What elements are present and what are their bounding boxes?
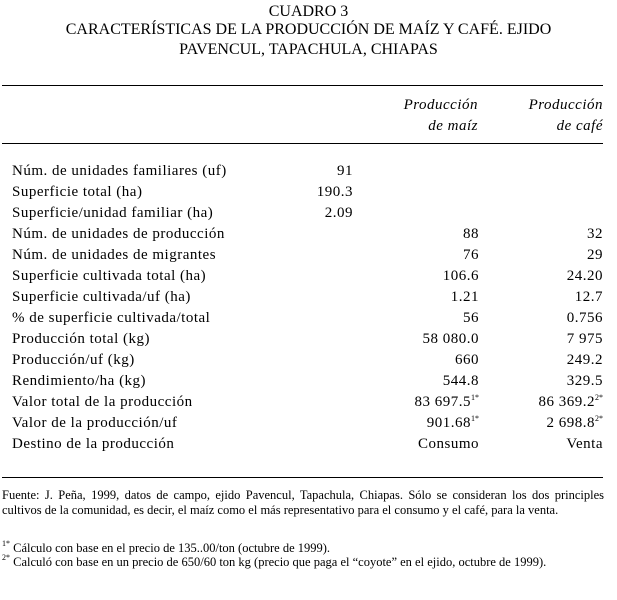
footnote-1 — [2, 541, 604, 556]
cell-general — [287, 203, 353, 224]
table-row — [12, 350, 603, 371]
cell-cafe-footnote-mark: 2* — [595, 393, 603, 402]
cell-cafe — [479, 392, 603, 413]
cell-maiz-value: 901.68 — [426, 415, 471, 431]
cell-general-value: 190.3 — [316, 184, 353, 200]
cell-maiz-value: 106.6 — [442, 268, 479, 284]
cell-cafe-value: 24.20 — [566, 268, 603, 284]
row-label-value: Núm. de unidades de producción — [12, 226, 225, 242]
cell-cafe — [479, 287, 603, 308]
cell-general — [287, 413, 353, 434]
cell-general — [287, 224, 353, 245]
footnote-2 — [2, 555, 604, 570]
cell-cafe-value: 32 — [587, 226, 603, 242]
table-row — [12, 371, 603, 392]
row-label-value: Rendimiento/ha (kg) — [12, 373, 147, 389]
row-label-value: Producción total (kg) — [12, 331, 150, 347]
cell-maiz-value: 56 — [463, 310, 479, 326]
table-row — [12, 182, 603, 203]
table-row — [12, 329, 603, 350]
cell-cafe — [479, 203, 603, 224]
footnote-1-text: Cálculo con base en el precio de 135..00/ton (octubre de 1999). — [10, 541, 331, 555]
cell-general — [287, 308, 353, 329]
cell-cafe — [479, 161, 603, 182]
cell-maiz — [353, 413, 479, 434]
cell-cafe-value: 249.2 — [566, 352, 603, 368]
cell-cafe — [479, 434, 603, 455]
row-label — [12, 182, 287, 203]
cell-maiz — [353, 308, 479, 329]
column-header-cafe-line1: Producción — [528, 97, 603, 113]
cell-maiz-value: 544.8 — [442, 373, 479, 389]
cell-cafe — [479, 182, 603, 203]
column-header-cafe-line2: de café — [556, 118, 603, 134]
row-label — [12, 308, 287, 329]
table-row — [12, 161, 603, 182]
row-label — [12, 224, 287, 245]
cell-cafe — [479, 371, 603, 392]
cell-maiz — [353, 329, 479, 350]
cell-cafe-value: 86 369.2 — [538, 394, 595, 410]
row-label — [12, 245, 287, 266]
row-label-value: Superficie cultivada/uf (ha) — [12, 289, 191, 305]
row-label — [12, 161, 287, 182]
table-row — [12, 413, 603, 434]
cell-maiz — [353, 161, 479, 182]
row-label — [12, 329, 287, 350]
row-label-value: Valor de la producción/uf — [12, 415, 178, 431]
footnote-1-mark: 1* — [2, 539, 10, 548]
cell-maiz — [353, 245, 479, 266]
table-row — [12, 224, 603, 245]
cell-maiz-value: 660 — [455, 352, 479, 368]
row-label — [12, 434, 287, 455]
cell-general — [287, 329, 353, 350]
source-note: Fuente: J. Peña, 1999, datos de campo, ejido Pavencul, Tapachula, Chiapas. Sólo se consideran los dos principles cultivos de la comunidad, es decir, el maíz como el más representativo para el consumo y el café, para la venta. — [2, 488, 604, 517]
top-rule — [2, 85, 603, 86]
cell-maiz-value: 1.21 — [450, 289, 479, 305]
cell-maiz-value: 76 — [463, 247, 479, 263]
table-title-line1: CARACTERÍSTICAS DE LA PRODUCCIÓN DE MAÍZ Y CAFÉ. EJIDO — [65, 21, 552, 38]
cell-maiz — [353, 371, 479, 392]
table-row — [12, 392, 603, 413]
row-label — [12, 350, 287, 371]
cell-general — [287, 266, 353, 287]
row-label-value: Núm. de unidades de migrantes — [12, 247, 217, 263]
cell-cafe — [479, 266, 603, 287]
table-row — [12, 203, 603, 224]
row-label — [12, 392, 287, 413]
cell-cafe-footnote-mark: 2* — [595, 414, 603, 423]
cell-maiz — [353, 224, 479, 245]
cell-general — [287, 371, 353, 392]
table-row — [12, 266, 603, 287]
cell-cafe-value: 7 975 — [566, 331, 603, 347]
cell-cafe — [479, 245, 603, 266]
cell-maiz — [353, 266, 479, 287]
cell-general — [287, 287, 353, 308]
row-label — [12, 203, 287, 224]
cell-maiz-value: 83 697.5 — [414, 394, 471, 410]
row-label — [12, 287, 287, 308]
cell-maiz — [353, 392, 479, 413]
cell-general — [287, 392, 353, 413]
table-row — [12, 287, 603, 308]
row-label-value: Superficie total (ha) — [12, 184, 143, 200]
cell-maiz — [353, 203, 479, 224]
row-label-value: Superficie/unidad familiar (ha) — [12, 205, 214, 221]
cell-cafe-value: 0.756 — [566, 310, 603, 326]
cell-cafe-value: 2 698.8 — [546, 415, 595, 431]
cell-general — [287, 245, 353, 266]
row-label — [12, 266, 287, 287]
data-table — [12, 161, 603, 455]
cell-maiz — [353, 350, 479, 371]
cell-cafe-value: Venta — [566, 436, 603, 452]
cell-maiz-footnote-mark: 1* — [471, 414, 479, 423]
row-label-value: Destino de la producción — [12, 436, 175, 452]
cell-maiz-value: 88 — [463, 226, 479, 242]
cell-general — [287, 350, 353, 371]
table-title-line2: PAVENCUL, TAPACHULA, CHIAPAS — [179, 41, 438, 58]
footnote-2-mark: 2* — [2, 553, 10, 562]
cell-general — [287, 182, 353, 203]
cell-cafe-value: 29 — [587, 247, 603, 263]
cell-cafe-value: 12.7 — [574, 289, 603, 305]
cell-maiz — [353, 182, 479, 203]
cell-cafe — [479, 308, 603, 329]
row-label — [12, 371, 287, 392]
cell-maiz-value: Consumo — [417, 436, 479, 452]
table-row — [12, 308, 603, 329]
row-label-value: Producción/uf (kg) — [12, 352, 135, 368]
row-label-value: Valor total de la producción — [12, 394, 193, 410]
column-header-cafe — [529, 95, 603, 137]
cell-maiz — [353, 287, 479, 308]
row-label-value: Superficie cultivada total (ha) — [12, 268, 207, 284]
cell-general-value: 91 — [337, 163, 353, 179]
column-header-maiz — [404, 95, 478, 137]
cell-general — [287, 434, 353, 455]
column-header-maiz-line1: Producción — [403, 97, 478, 113]
row-label-value: % de superficie cultivada/total — [12, 310, 211, 326]
cell-maiz-value: 58 080.0 — [422, 331, 479, 347]
header-rule — [2, 143, 603, 144]
cell-cafe — [479, 413, 603, 434]
column-header-maiz-line2: de maíz — [428, 118, 478, 134]
cell-cafe — [479, 224, 603, 245]
table-row — [12, 245, 603, 266]
cell-cafe — [479, 350, 603, 371]
cell-maiz-footnote-mark: 1* — [471, 393, 479, 402]
bottom-rule — [2, 477, 603, 478]
table-number: CUADRO 3 — [268, 3, 349, 20]
cell-general — [287, 161, 353, 182]
table-row — [12, 434, 603, 455]
cell-cafe-value: 329.5 — [566, 373, 603, 389]
cell-general-value: 2.09 — [324, 205, 353, 221]
cell-maiz — [353, 434, 479, 455]
row-label-value: Núm. de unidades familiares (uf) — [12, 163, 227, 179]
cell-cafe — [479, 329, 603, 350]
row-label — [12, 413, 287, 434]
footnote-2-text: Calculó con base en un precio de 650/60 ton kg (precio que paga el “coyote” en el ejido, octubre de 1999). — [10, 555, 547, 569]
